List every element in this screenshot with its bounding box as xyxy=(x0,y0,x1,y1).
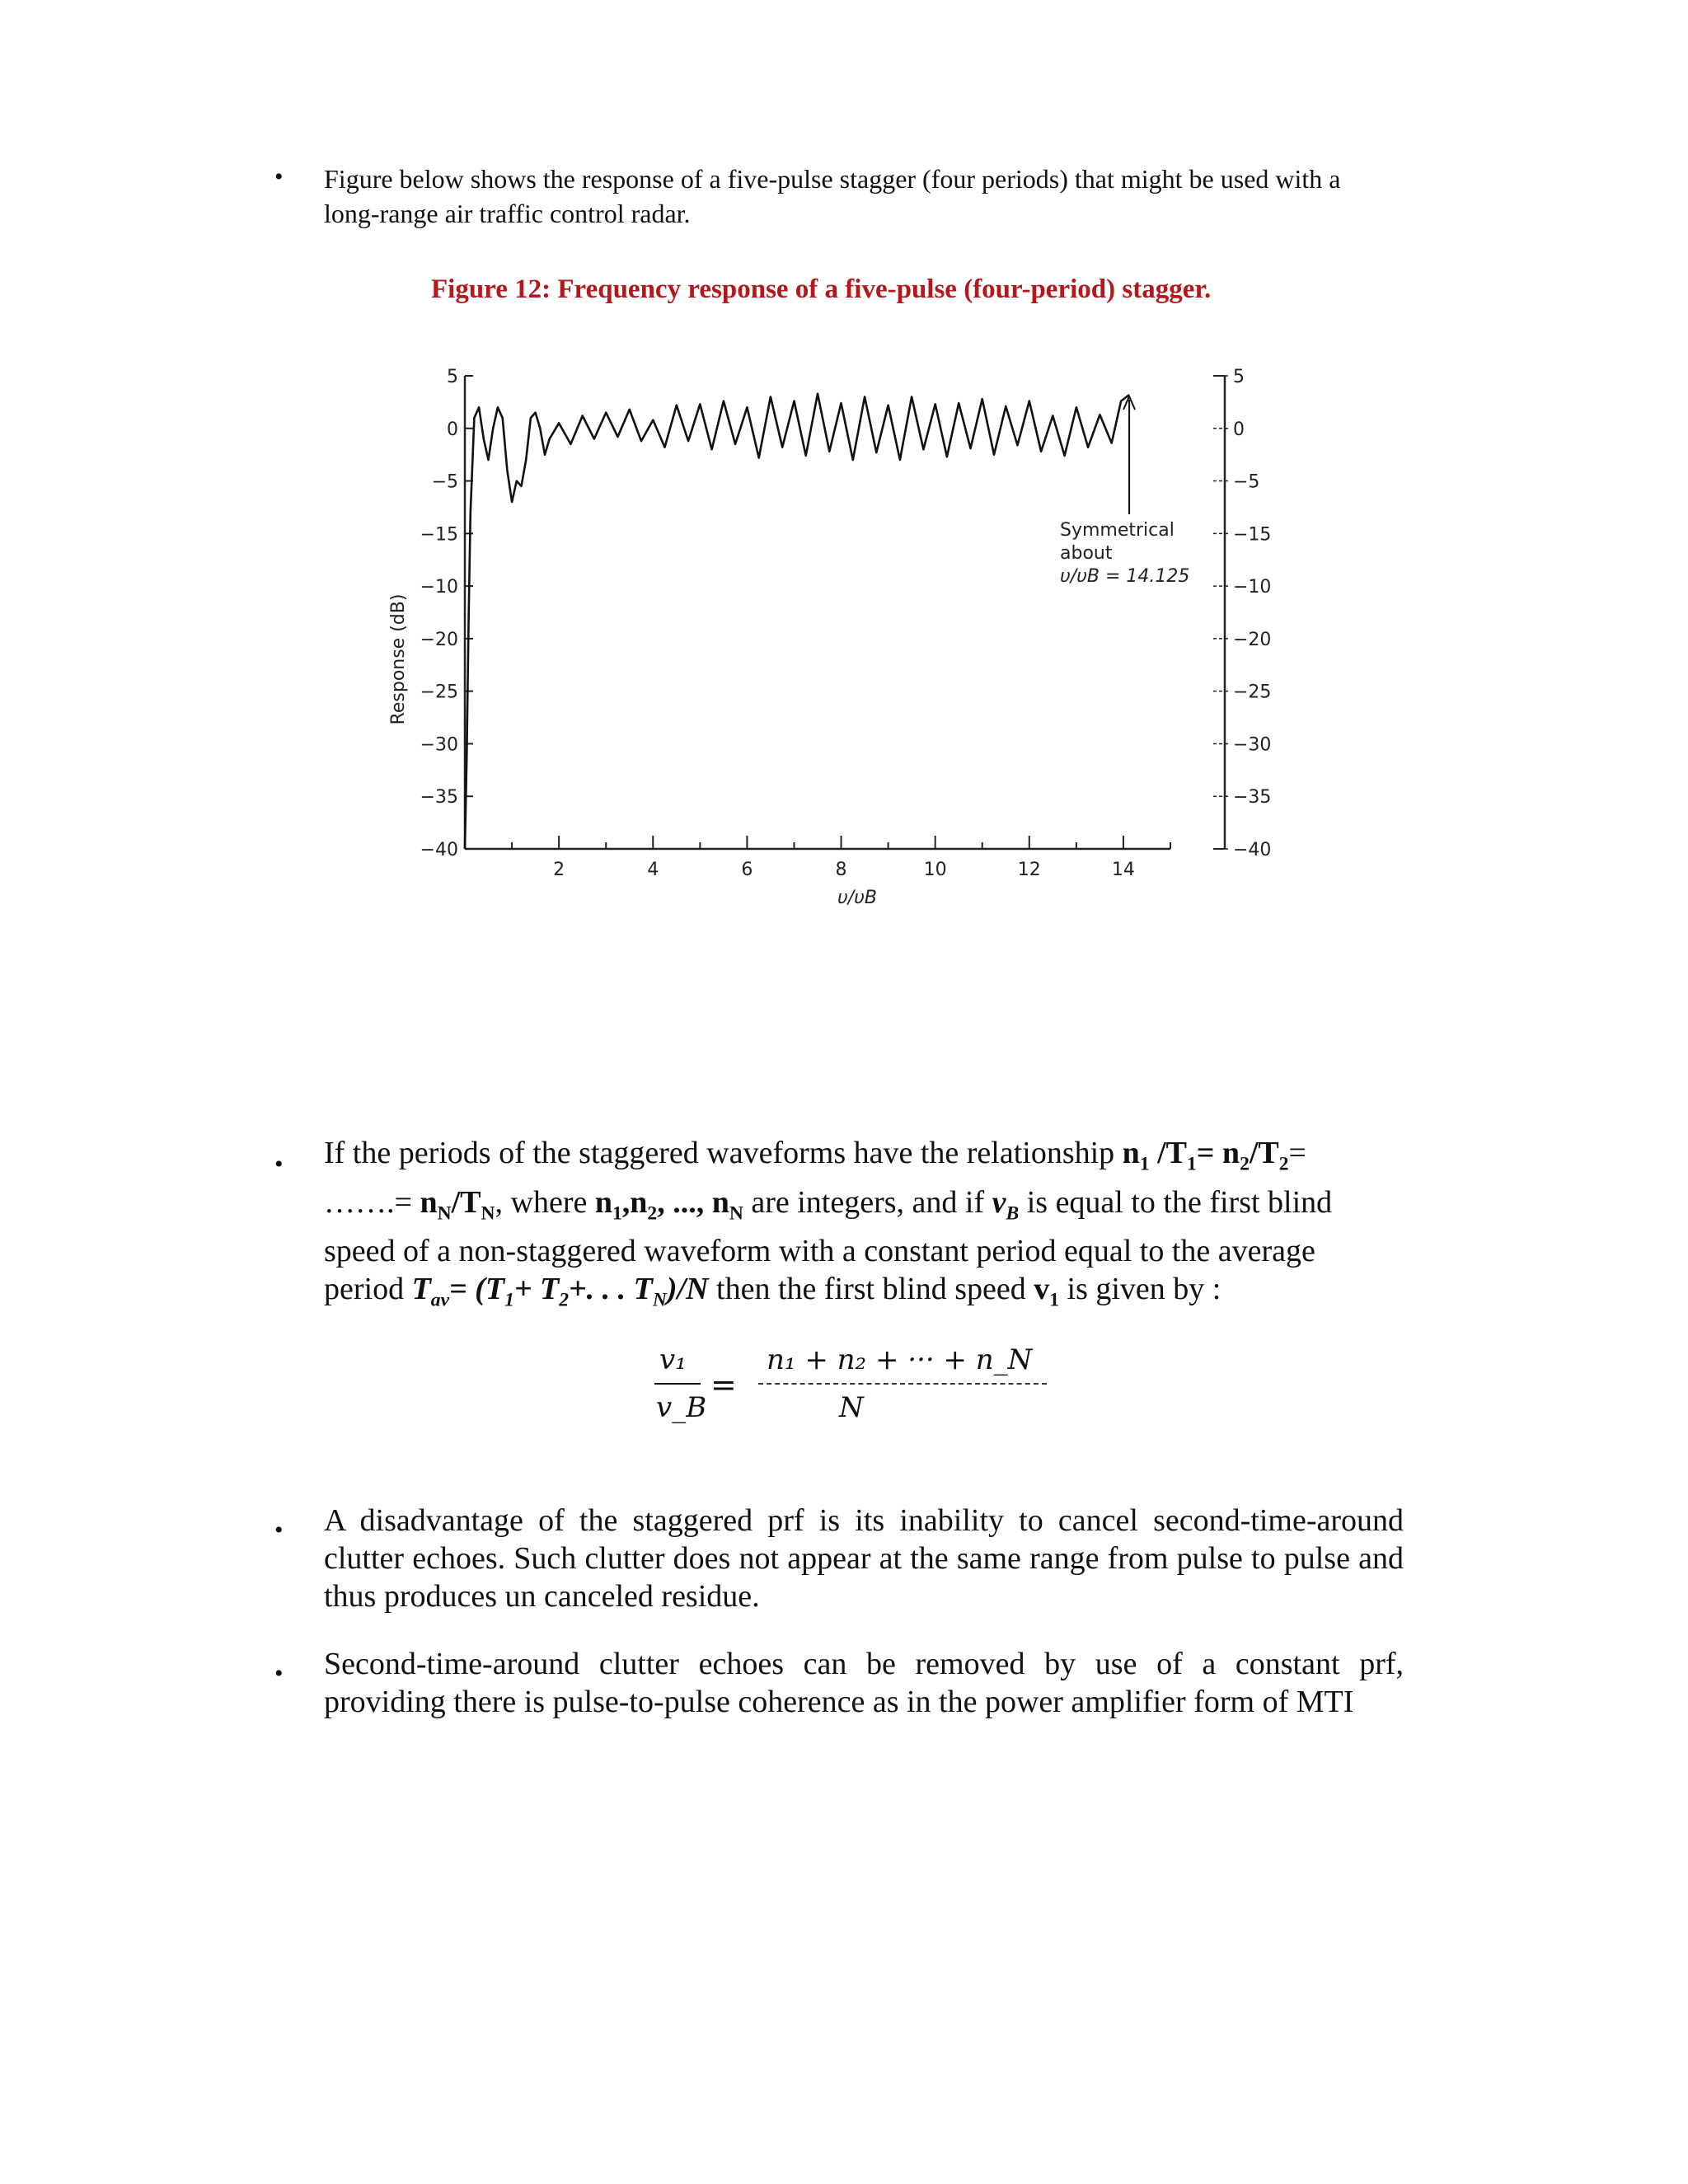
y-tick-label: 5 xyxy=(447,367,458,387)
x-tick-label: 8 xyxy=(835,860,847,880)
equation-lhs-fraction-bar xyxy=(654,1383,701,1385)
y-tick-label: −30 xyxy=(420,734,458,756)
x-tick-label: 2 xyxy=(553,860,565,880)
right-tick-label: −15 xyxy=(1233,524,1272,546)
y-tick-label: −20 xyxy=(420,629,458,650)
right-tick-label: 5 xyxy=(1233,367,1245,387)
equation-rhs-fraction-bar xyxy=(758,1383,1047,1385)
frequency-response-chart xyxy=(371,346,1286,923)
equation-rhs-numerator: n₁ + n₂ + ··· + n_N xyxy=(767,1343,1033,1376)
y-tick-label: 0 xyxy=(447,419,458,440)
y-tick-label: −15 xyxy=(420,524,458,546)
equation-lhs-numerator: v₁ xyxy=(659,1343,687,1376)
right-tick-label: −30 xyxy=(1233,734,1272,756)
intro-paragraph: Figure below shows the response of a five-pulse stagger (four periods) that might be used with a long-range air traffic control radar. xyxy=(324,164,1341,228)
chart-axes xyxy=(465,376,1225,849)
right-tick-label: 0 xyxy=(1233,419,1245,440)
y-tick-label: −5 xyxy=(431,471,458,493)
chart-series xyxy=(465,394,1135,849)
disadvantage-paragraph: A disadvantage of the staggered prf is its inability to cancel second-time-around clutter echoes. Such clutter does not appear at the same range from pulse to pulse and thus produces un canceled residue. xyxy=(324,1503,1404,1614)
annotation-line-1: Symmetrical xyxy=(1060,520,1175,541)
x-tick-label: 10 xyxy=(923,860,947,880)
second-time-around-paragraph: Second-time-around clutter echoes can be removed by use of a constant prf, providing there is pulse-to-pulse coherence as in the power amplifier form of MTI xyxy=(324,1647,1404,1719)
right-tick-label: −20 xyxy=(1233,629,1272,650)
blind-speed-equation xyxy=(635,1343,1096,1442)
response-curve xyxy=(465,394,1129,849)
y-tick-label: −40 xyxy=(420,840,458,860)
x-tick-label: 4 xyxy=(647,860,659,880)
y-tick-label: −25 xyxy=(420,682,458,703)
chart-ticks xyxy=(465,376,1228,849)
y-tick-label: −35 xyxy=(420,787,458,808)
equation-rhs-denominator: N xyxy=(839,1391,864,1424)
bullet-1: • xyxy=(274,163,284,190)
right-tick-label: −5 xyxy=(1233,471,1260,493)
bullet-4: • xyxy=(274,1660,284,1687)
annotation-line-2: about xyxy=(1060,543,1113,564)
right-tick-label: −25 xyxy=(1233,682,1272,703)
relationship-paragraph: If the periods of the staggered waveforms have the relationship $n_1$ $/T_1= n_2/T_2=$ …….= $n_N/T_N$, where $n_1,n_2$, ..., $n_N$ are integers, and if $v_B$ is equal to the first blind speed of a non-staggered waveform with a constant period equal to the average period $T_{av}= (T_1+ T_2+$. . . $T_N)/N$ then the first blind speed $v_1$ is given by : xyxy=(324,1136,1333,1311)
x-tick-label: 6 xyxy=(741,860,753,880)
bullet-2: • xyxy=(274,1151,284,1178)
figure-caption: Figure 12: Frequency response of a five-pulse (four-period) stagger. xyxy=(431,274,1212,304)
right-tick-label: −10 xyxy=(1233,577,1272,598)
y-axis-label: Response (dB) xyxy=(388,593,409,725)
right-tick-label: −35 xyxy=(1233,787,1272,808)
y-tick-label: −10 xyxy=(420,577,458,598)
right-tick-label: −40 xyxy=(1233,840,1272,860)
x-tick-label: 12 xyxy=(1017,860,1041,880)
bullet-3: • xyxy=(274,1516,284,1544)
annotation-line-3: υ/υB = 14.125 xyxy=(1060,566,1190,587)
equation-equals: = xyxy=(710,1366,737,1403)
x-axis-label: υ/υB xyxy=(837,888,877,908)
x-tick-label: 14 xyxy=(1111,860,1135,880)
equation-lhs-denominator: v_B xyxy=(656,1391,707,1424)
